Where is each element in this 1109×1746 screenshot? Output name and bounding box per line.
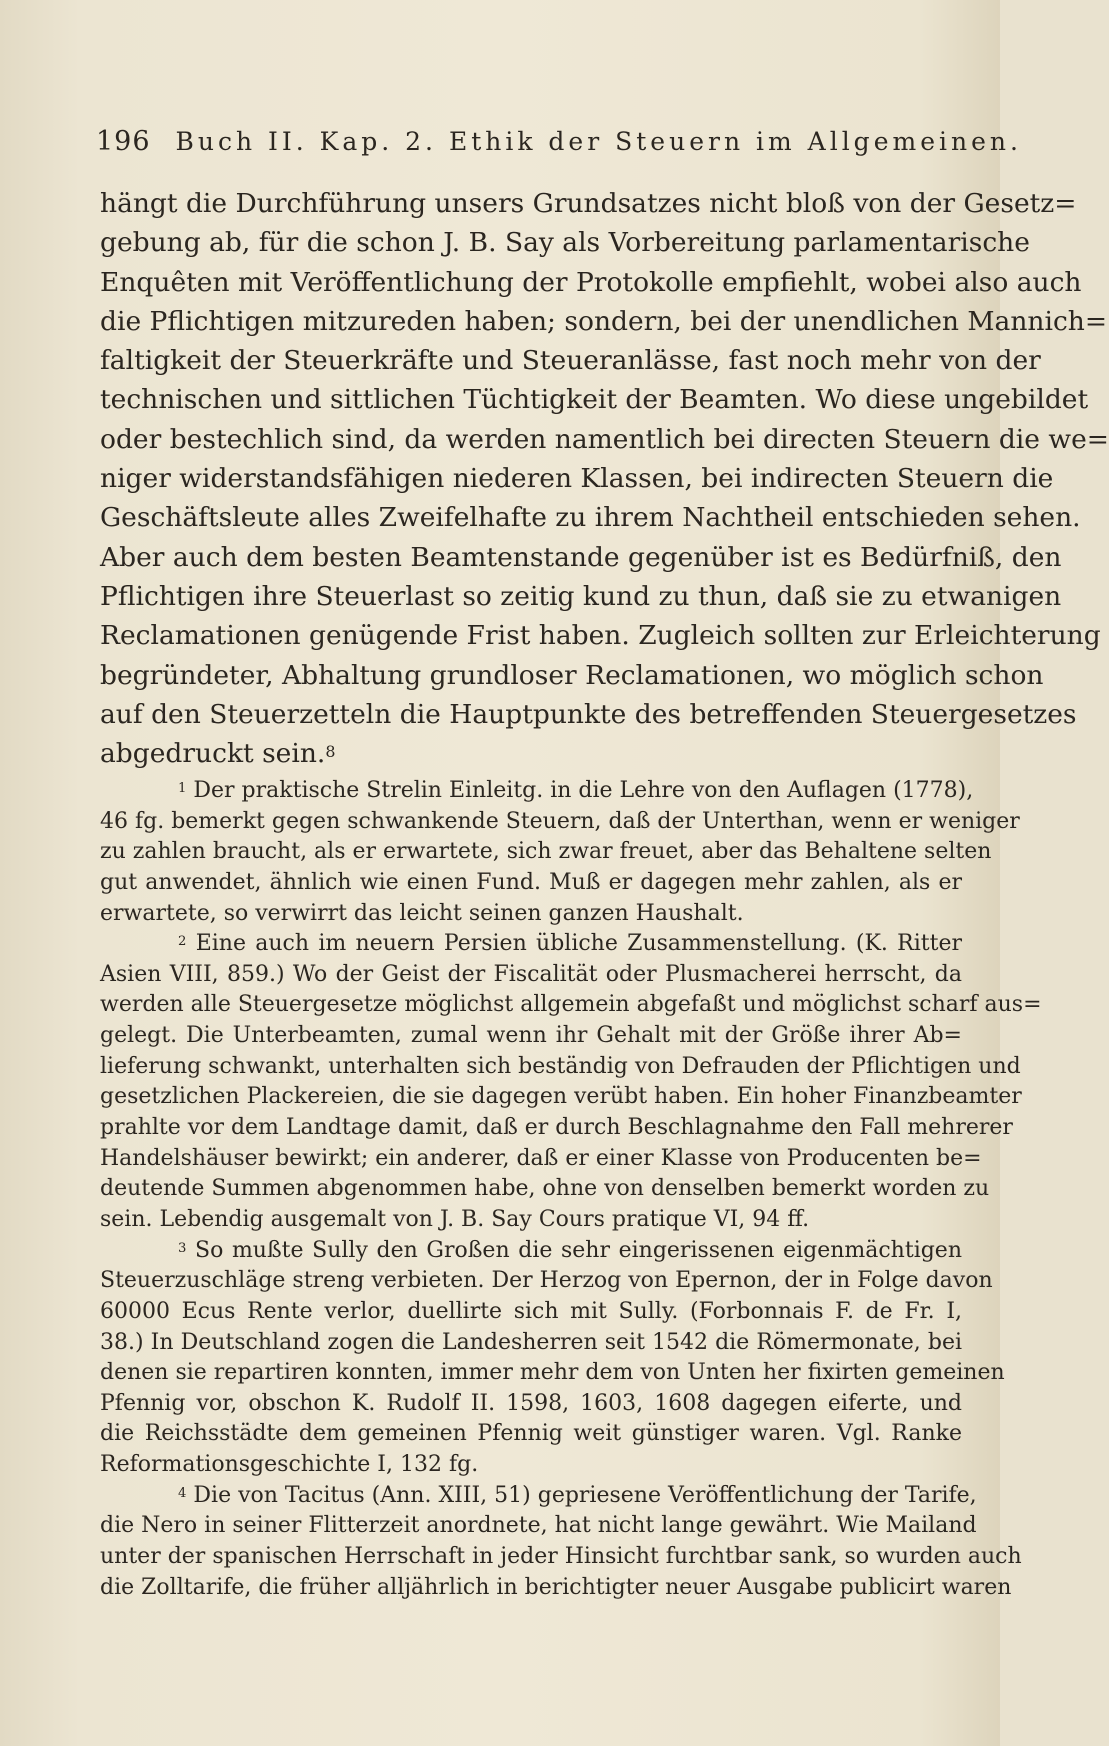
text-line: gebung ab, für die schon J. B. Say als Vorbereitung parlamentarische <box>100 227 1030 259</box>
footnote-line: gesetzlichen Plackereien, die sie dagegen verübt haben. Ein hoher Finanzbeamter <box>100 1084 1022 1110</box>
footnote-line: die Zolltarife, die früher alljährlich in berichtigter neuer Ausgabe publicirt waren <box>100 1574 1012 1600</box>
footnote-line: 46 fg. bemerkt gegen schwankende Steuern, daß der Unterthan, wenn er weniger <box>100 808 1020 834</box>
footnote-line: erwartete, so verwirrt das leicht seinen ganzen Haushalt. <box>100 900 744 926</box>
footnote-line: lieferung schwankt, unterhalten sich beständig von Defrauden der Pflichtigen und <box>100 1053 1021 1079</box>
footnote-line <box>100 776 974 807</box>
footnote-line <box>100 929 962 960</box>
footnote-line: sein. Lebendig ausgemalt von J. B. Say Cours pratique VI, 94 ff. <box>100 1206 810 1232</box>
footnote-text: Eine auch im neuern Persien übliche Zusammenstellung. (K. Ritter <box>195 931 962 957</box>
footnote-line: zu zahlen braucht, als er erwartete, sich zwar freuet, aber das Behaltene selten <box>100 839 992 865</box>
footnote-line: prahlte vor dem Landtage damit, daß er durch Beschlagnahme den Fall mehrerer <box>100 1115 1013 1141</box>
footnote-text: Die von Tacitus (Ann. XIII, 51) gepriesene Veröffentlichung der Tarife, <box>193 1482 977 1508</box>
footnote-line: Asien VIII, 859.) Wo der Geist der Fiscalität oder Plusmacherei herrscht, da <box>100 961 962 987</box>
footnote-line: werden alle Steuergesetze möglichst allgemein abgefaßt und möglichst scharf aus= <box>100 992 1042 1018</box>
footnotes <box>100 776 1042 1603</box>
text-line: Enquêten mit Veröffentlichung der Protokolle empfiehlt, wobei also auch <box>100 266 1082 298</box>
running-title: Buch II. Kap. 2. Ethik der Steuern im Allgemeinen. <box>175 127 1022 156</box>
main-text <box>100 184 1109 773</box>
footnote-line <box>100 1481 977 1512</box>
text-line: technischen und sittlichen Tüchtigkeit der Beamten. Wo diese ungebildet <box>100 384 1089 416</box>
text-line: oder bestechlich sind, da werden namentlich bei directen Steuern die we= <box>100 423 1109 455</box>
text-line: niger widerstandsfähigen niederen Klassen, bei indirecten Steuern die <box>100 463 1054 495</box>
footnote-marker: 4 <box>178 1485 187 1501</box>
footnote-line: 38.) In Deutschland zogen die Landesherren seit 1542 die Römermonate, bei <box>100 1329 962 1355</box>
footnote-line: gut anwendet, ähnlich wie einen Fund. Muß er dagegen mehr zahlen, als er <box>100 869 962 895</box>
footnote-text: So mußte Sully den Großen die sehr eingerissenen eigenmächtigen <box>195 1237 962 1263</box>
footnote-line: Pfennig vor, obschon K. Rudolf II. 1598, 1603, 1608 dagegen eiferte, und <box>100 1390 962 1416</box>
text-line: Pflichtigen ihre Steuerlast so zeitig kund zu thun, daß sie zu etwanigen <box>100 580 1062 612</box>
text-line: die Pflichtigen mitzureden haben; sondern, bei der unendlichen Mannich= <box>100 305 1108 337</box>
text-line: auf den Steuerzetteln die Hauptpunkte des betreffenden Steuergesetzes <box>100 698 1077 730</box>
page-number: 196 <box>96 126 151 157</box>
text-line: Aber auch dem besten Beamtenstande gegenüber ist es Bedürfniß, den <box>100 541 1062 573</box>
footnote-reference: 8 <box>325 742 336 762</box>
text-line: Reclamationen genügende Frist haben. Zugleich sollten zur Erleichterung <box>100 620 1101 652</box>
text-line-content: abgedruckt sein. <box>100 738 326 770</box>
text-line: begründeter, Abhaltung grundloser Reclamationen, wo möglich schon <box>100 659 1044 691</box>
footnote-line: Reformationsgeschichte I, 132 fg. <box>100 1452 479 1478</box>
footnote-line: Steuerzuschläge streng verbieten. Der Herzog von Epernon, der in Folge davon <box>100 1268 993 1294</box>
text-line: hängt die Durchführung unsers Grundsatzes nicht bloß von der Gesetz= <box>100 188 1077 219</box>
footnote-marker: 3 <box>178 1240 187 1256</box>
text-line <box>100 734 962 773</box>
footnote-line: denen sie repartiren konnten, immer mehr dem von Unten her fixirten gemeinen <box>100 1360 1005 1386</box>
footnote-text: Der praktische Strelin Einleitg. in die Lehre von den Auflagen (1778), <box>193 778 974 803</box>
footnote-line: deutende Summen abgenommen habe, ohne von denselben bemerkt worden zu <box>100 1176 990 1202</box>
text-line: Geschäftsleute alles Zweifelhafte zu ihrem Nachtheil entschieden sehen. <box>100 502 1081 534</box>
footnote-line <box>100 1236 962 1267</box>
footnote-line: gelegt. Die Unterbeamten, zumal wenn ihr Gehalt mit der Größe ihrer Ab= <box>100 1023 962 1049</box>
footnote-line: die Nero in seiner Flitterzeit anordnete, hat nicht lange gewährt. Wie Mailand <box>100 1513 977 1539</box>
footnote-line: unter der spanischen Herrschaft in jeder Hinsicht furchtbar sank, so wurden auch <box>100 1544 1022 1570</box>
footnote-line: Handelshäuser bewirkt; ein anderer, daß er einer Klasse von Producenten be= <box>100 1145 982 1171</box>
footnote-marker: 1 <box>178 781 187 796</box>
footnote-line: die Reichsstädte dem gemeinen Pfennig weit günstiger waren. Vgl. Ranke <box>100 1421 962 1447</box>
text-line: faltigkeit der Steuerkräfte und Steueranlässe, fast noch mehr von der <box>100 345 1041 377</box>
footnote-marker: 2 <box>178 934 187 950</box>
running-head <box>96 126 1022 157</box>
footnote-line: 60000 Ecus Rente verlor, duellirte sich mit Sully. (Forbonnais F. de Fr. I, <box>100 1298 962 1324</box>
